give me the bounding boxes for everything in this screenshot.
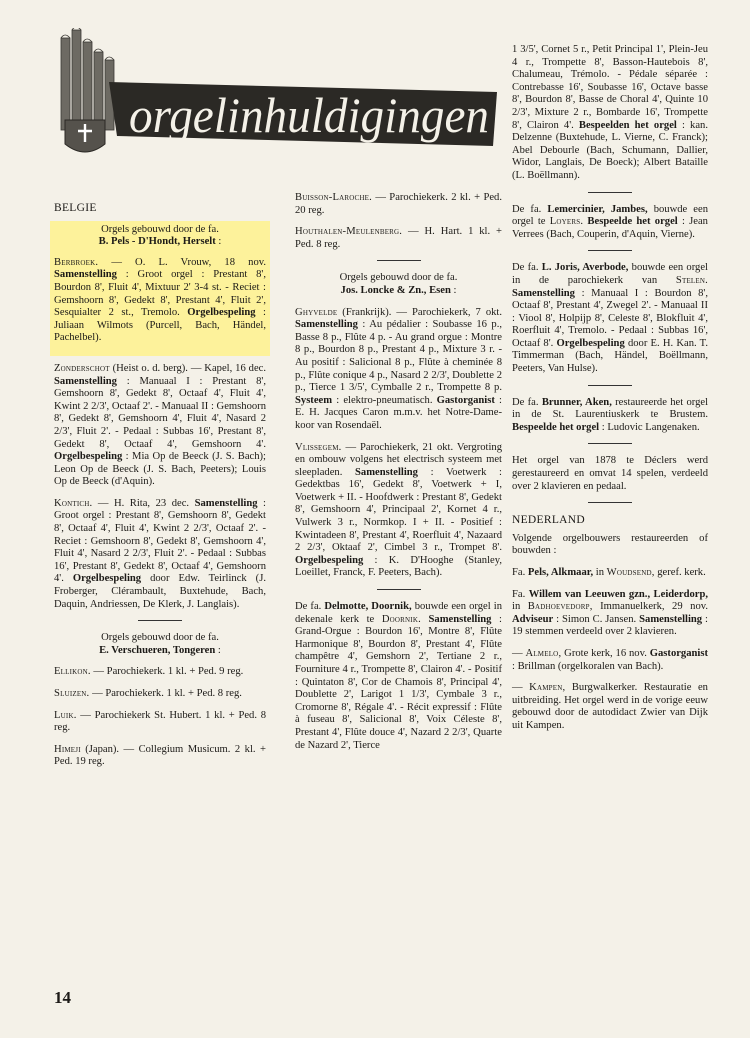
entry-joris: De fa. L. Joris, Averbode, bouwde een orgel in de parochiekerk van Stelen. Samenstelling : Manuaal I : Bourdon 8', Octaaf 8', Prestant 4', Zwegel 2'. - Manuaal II : Viool 8', Holpijp 8', Celeste 8', Blokfluit 4', Roerfluit 4', Tremolo. - Pedaal : Subbas 16', Octaaf 8'. Orgelbespeling door E. H. Kan. T. Timmerman (Bach, Händel, Boëllmann, Peeters, Van Hulse). [512, 262, 708, 375]
divider [138, 620, 182, 621]
entry-houthalen: Houthalen-Meulenberg. — H. Hart. 1 kl. + Ped. 8 reg. [295, 226, 502, 250]
entry-ghyvelde: Ghyvelde (Frankrijk). — Parochiekerk, 7 okt. Samenstelling : Au pédalier : Soubasse 16 p., Basse 8 p., Flûte 4 p. - Au grand orgue : Montre 8 p., Bourdon 8 p., Prestant 4 p., Mixture 3 r. - Au positif : Salicional 8 p., Flûte à cheminée 8 p., Flûte conique 4 p., Nasard 2 2/3', Doublette 2 p., Tierce 1 3/5', Cymballe 2 r., Trompette 8 p. Systeem : elektro-pneumatisch. Gastorganist : E. H. Jacques Caron m.m.v. het Notre-Dame-koor van Rosendaël. [295, 306, 502, 431]
divider [588, 443, 632, 444]
nederland-intro: Volgende orgelbouwers restaureerden of bouwden : [512, 532, 708, 557]
page-number: 14 [54, 988, 71, 1007]
entry-almelo: — Almelo, Grote kerk, 16 nov. Gastorganist : Brillman (orgelkoralen van Bach). [512, 647, 709, 672]
entry-vlissegem: Vlissegem. — Parochiekerk, 21 okt. Vergroting en ombouw volgens het electrisch systeem met sleepladen. Samenstelling : Voetwerk : Gedektbas 16', Gedekt 8', Voetwerk + I, Voetwerk + II. - Hoofdwerk : Prestant 8', Gedekt 8', Gemshoorn 4', Principaal 2', Kornet 4 r., Vulwerk 3 r., Normkop. I + II. - Positief : Kwintadeen 8', Prestant 4', Roerfluit 4', Nazaard 2 2/3', Oktaaf 2', Cimbel 3 r., Trompet 8'. Orgelbespeling : K. D'Hooghe (Stanley, Loeillet, Franck, F. Peeters, Bach). [295, 441, 502, 579]
highlighted-block [50, 221, 270, 356]
cross-shield-icon [65, 120, 105, 152]
banner-title: orgelinhuldigingen [129, 87, 489, 143]
builder-intro-pels-dhondt: Orgels gebouwd door de fa. B. Pels - D'Hondt, Herselt : [98, 223, 222, 248]
entry-buisson-laroche: Buisson-Laroche. — Parochiekerk. 2 kl. + Ped. 20 reg. [295, 192, 502, 216]
entry-van-leeuwen: Fa. Willem van Leeuwen gzn., Leiderdorp, in Badhoevedorp, Immanuelkerk, 29 nov. Adviseur : Simon C. Jansen. Samenstelling : 19 stemmen verdeeld over 2 klavieren. [512, 588, 709, 638]
entry-himeji: Himeji (Japan). — Collegium Musicum. 2 kl. + Ped. 19 reg. [54, 743, 266, 768]
entry-kontich: Kontich. — H. Rita, 23 dec. Samenstelling : Groot orgel : Prestant 8', Gemshoorn 8', Gedekt 8', Octaaf 4', Fluit 4', Kwint 2 2/3', Octaaf 2'. - Reciet : Gemshoorn 8', Gedekt 8', Gemshoorn 4', Fluit 4', Nasard 2 2/3', Fluit 2'. - Pedaal : Subbas 16', Prestant 8', Gedekt 8', Octaaf 4', Gemshoorn 4'. Orgelbespeling door Edw. Teirlinck (J. Froberger, Clérambault, Buxtehude, Bach, Daquin, Andriessen, De Klerk, J. Langlais). [54, 497, 267, 610]
entry-delmotte-doornik: De fa. Delmotte, Doornik, bouwde een orgel in dekenale kerk te Doornik. Samenstelling : Grand-Orgue : Bourdon 16', Montre 8', Flûte Harmonique 8', Bourdon 8', Prestant 4', Flûte champêtre 4', Gemshorn 2', Tertiane 2 r., Fourniture 4 r., Trompette 8', Clairon 4'. - Positif : Quintaton 8', Cor de Chamois 8', Principal 4', Doublette 2', Larigot 1 1/3', Cymbale 3 r., Cromorne 8', Régale 4'. - Récit expressif : Flûte à fuseau 8', Salicional 8', Voix Céleste 8', Prestant 4', Flûte douce 4', Nazard 2 2/3', Quarte de Nazard 2', Tierce [295, 601, 502, 751]
column-middle [295, 192, 502, 761]
divider [588, 385, 632, 386]
entry-kampen: — Kampen, Burgwalkerker. Restauratie en uitbreiding. Het orgel werd in de vorige eeuw gebouwd door de autodidact Zwier van Dijk uit Kampen. [512, 682, 708, 731]
section-heading-nederland: NEDERLAND [512, 514, 585, 527]
entry-ellikon: Ellikon. — Parochiekerk. 1 kl. + Ped. 9 reg. [54, 666, 244, 678]
divider [588, 250, 632, 251]
column-left [54, 196, 266, 778]
divider [588, 192, 632, 193]
builder-intro-loncke: Orgels gebouwd door de fa. Jos. Loncke & Zn., Esen : [339, 272, 458, 296]
divider [377, 260, 421, 261]
entry-lemercinier: De fa. Lemercinier, Jambes, bouwde een orgel te Loyers. Bespeelde het orgel : Jean Verrees (Bach, Couperin, d'Aquin, Vierne). [512, 203, 709, 240]
entry-sluizen: Sluizen. — Parochiekerk. 1 kl. + Ped. 8 reg. [54, 688, 242, 699]
entry-declers: Het orgel van 1878 te Déclers werd gerestaureerd en omvat 14 spelen, verdeeld over 2 klavieren en pedaal. [512, 455, 708, 492]
entry-doornik-continued: 1 3/5', Cornet 5 r., Petit Principal 1', Plein-Jeu 4 r., Trompette 8', Basson-Hautebois 8', Chalumeau, Trémolo. - Pédale séparée : Contrebasse 16', Soubasse 16', Octave basse 8', Bourdon 8', Basse de Choral 4', Quinte 10 2/3', Mixture 2 r., Bombarde 16', Trompette 8', Clairon 4'. Bespeelden het orgel : kan. Delzenne (Buxtehude, L. Vierne, C. Franck); Abel Debourle (Bach, Schumann, Dallier, Widor, Langlais, De Boeck); Albert Bataille (L. Boëllmann). [512, 44, 708, 181]
entry-zonderschot: Zonderschot (Heist o. d. berg). — Kapel, 16 dec. Samenstelling : Manuaal I : Prestant 8', Gemshoorn 8', Gedekt 8', Octaaf 4', Fluit 4', Kwint 2 2/3', Octaaf 2'. - Manuaal II : Gemshoorn 8', Gedekt 8', Gemshoorn 4', Fluit 4', Nasard 2 2/3', Fluit 2'. - Pedaal : Subbas 16', Prestant 8', Gedekt 8', Octaaf 4', Gemshoorn 4'. Orgelbespeling : Mia Op de Beeck (J. S. Bach); Leon Op de Beeck (J. S. Bach, Peeters); Louis Op de Beeck (d'Aquin). [54, 362, 266, 488]
column-right [512, 44, 708, 742]
divider [377, 589, 421, 590]
title-banner [57, 28, 502, 160]
divider [588, 502, 632, 503]
entry-luik: Luik. — Parochiekerk St. Hubert. 1 kl. + Ped. 8 reg. [54, 709, 266, 734]
organ-pipes-icon [61, 28, 114, 130]
entry-berbroek: Berbroek. — O. L. Vrouw, 18 nov. Samenstelling : Groot orgel : Prestant 8', Bourdon 8', Fluit 4', Mixtuur 2' 3-4 st. - Reciet : Gemshoorn 8', Gedekt 8', Prestant 4', Fluit 2', Sesquialter 2 st., Tremolo. Orgelbespeling : Juliaan Wilmots (Purcell, Bach, Händel, Pachelbel). [54, 256, 267, 344]
builder-intro-verschueren: Orgels gebouwd door de fa. E. Verschueren, Tongeren : [99, 632, 221, 656]
entry-pels-alkmaar: Fa. Pels, Alkmaar, in Woudsend, geref. kerk. [512, 567, 706, 578]
section-heading-belgie: BELGIE [54, 202, 97, 214]
entry-brunner: De fa. Brunner, Aken, restaureerde het orgel in de St. Laurentiuskerk te Brustem. Bespeelde het orgel : Ludovic Langenaken. [512, 396, 709, 433]
